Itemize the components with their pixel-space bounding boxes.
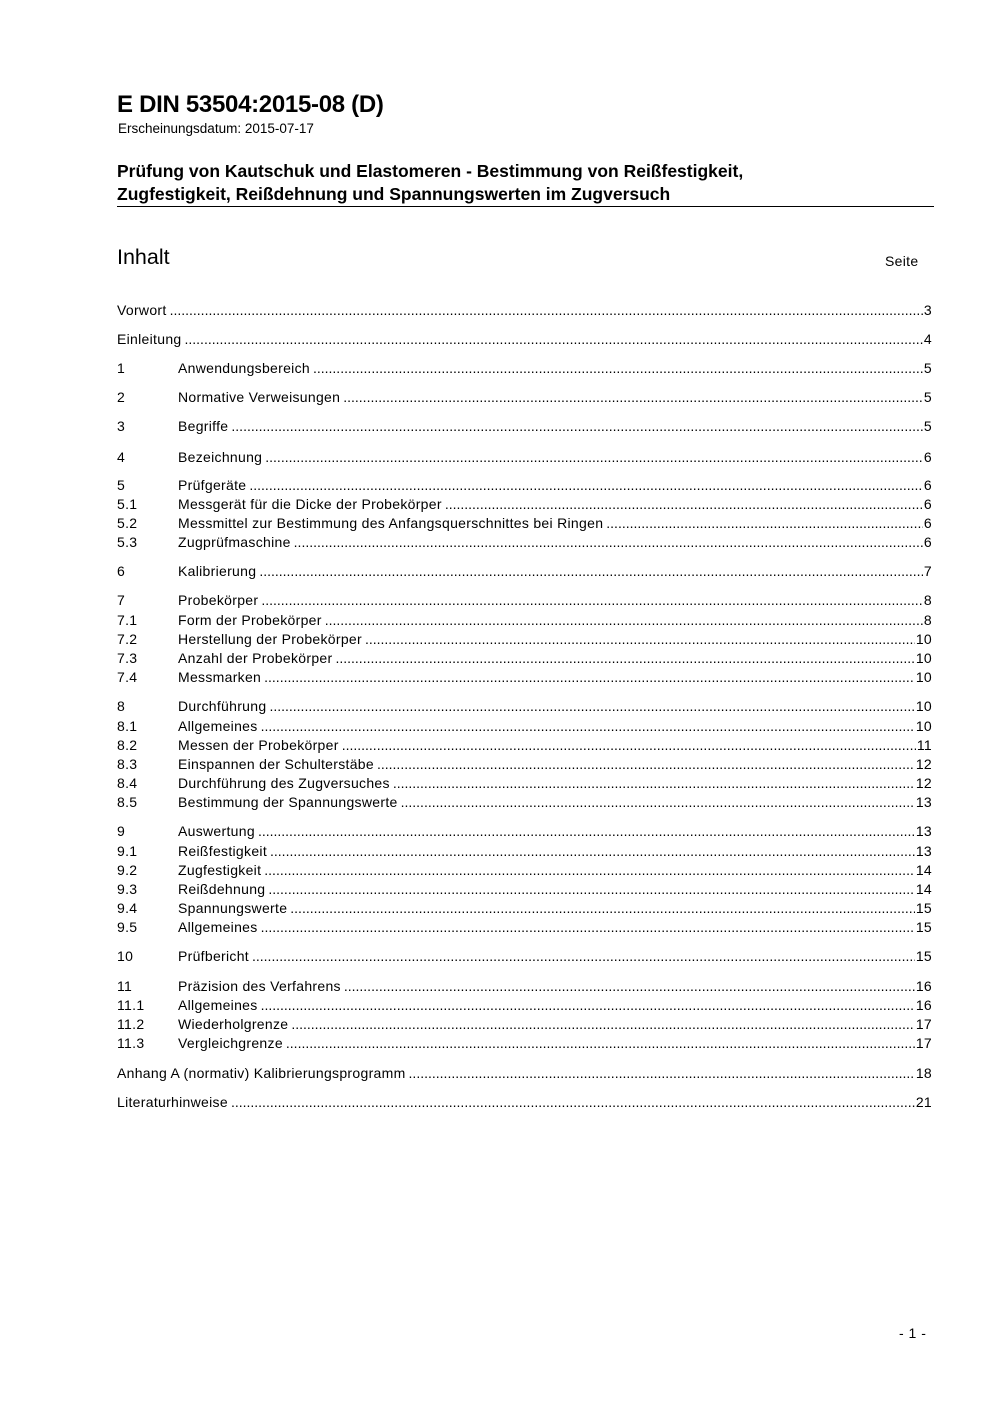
toc-entry-number: 9.1 bbox=[117, 843, 138, 859]
toc-entry[interactable] bbox=[117, 823, 932, 841]
toc-entry-number: 5.1 bbox=[117, 496, 138, 512]
toc-dot-leader bbox=[231, 418, 923, 434]
toc-entry-page: 6 bbox=[923, 449, 932, 465]
toc-entry-page: 13 bbox=[915, 794, 932, 810]
toc-entry-number: 6 bbox=[117, 563, 126, 579]
toc-dot-leader bbox=[265, 449, 923, 465]
toc-dot-leader bbox=[291, 1016, 914, 1032]
toc-entry-title: Vergleichgrenze bbox=[178, 1035, 283, 1051]
toc-entry[interactable] bbox=[117, 612, 932, 630]
toc-entry-number: 7.4 bbox=[117, 669, 138, 685]
toc-dot-leader bbox=[409, 1065, 915, 1081]
toc-entry-page: 8 bbox=[923, 592, 932, 608]
toc-entry-page: 6 bbox=[923, 477, 932, 493]
toc-entry-page: 7 bbox=[923, 563, 932, 579]
toc-dot-leader bbox=[286, 1035, 915, 1051]
toc-dot-leader bbox=[185, 331, 923, 347]
toc-dot-leader bbox=[259, 563, 923, 579]
toc-dot-leader bbox=[258, 823, 915, 839]
toc-dot-leader bbox=[261, 919, 915, 935]
toc-entry-number: 2 bbox=[117, 389, 126, 405]
toc-entry-page: 5 bbox=[923, 389, 932, 405]
footer-page-number: - 1 - bbox=[899, 1325, 927, 1341]
toc-entry[interactable] bbox=[117, 1094, 932, 1112]
toc-dot-leader bbox=[261, 997, 915, 1013]
toc-entry-title: Auswertung bbox=[178, 823, 255, 839]
toc-entry-title: Reißdehnung bbox=[178, 881, 266, 897]
toc-entry-title: Allgemeines bbox=[178, 997, 258, 1013]
toc-entry-number: 8.2 bbox=[117, 737, 138, 753]
toc-entry-page: 14 bbox=[915, 862, 932, 878]
toc-entry-page: 6 bbox=[923, 515, 932, 531]
toc-entry-title: Einspannen der Schulterstäbe bbox=[178, 756, 374, 772]
toc-dot-leader bbox=[294, 534, 923, 550]
toc-dot-leader bbox=[170, 302, 923, 318]
toc-entry-page: 10 bbox=[915, 650, 932, 666]
toc-entry[interactable] bbox=[117, 948, 932, 966]
toc-entry-number: 11.1 bbox=[117, 997, 145, 1013]
toc-dot-leader bbox=[313, 360, 923, 376]
toc-dot-leader bbox=[344, 978, 915, 994]
toc-entry-page: 15 bbox=[915, 948, 932, 964]
toc-entry-number: 11 bbox=[117, 978, 133, 994]
toc-entry[interactable] bbox=[117, 449, 932, 467]
toc-entry-page: 12 bbox=[915, 775, 932, 791]
toc-entry-page: 15 bbox=[915, 919, 932, 935]
toc-entry-title: Literaturhinweise bbox=[117, 1094, 228, 1110]
toc-entry-number: 7.2 bbox=[117, 631, 138, 647]
toc-dot-leader bbox=[249, 477, 923, 493]
toc-entry-title: Allgemeines bbox=[178, 919, 258, 935]
toc-dot-leader bbox=[335, 650, 914, 666]
toc-entry-number: 9.2 bbox=[117, 862, 138, 878]
toc-entry-title: Zugfestigkeit bbox=[178, 862, 262, 878]
toc-entry[interactable] bbox=[117, 919, 932, 937]
toc-dot-leader bbox=[252, 948, 915, 964]
toc-entry-number: 8.1 bbox=[117, 718, 138, 734]
toc-entry-title: Anzahl der Probekörper bbox=[178, 650, 333, 666]
toc-entry-title: Probekörper bbox=[178, 592, 259, 608]
toc-entry-number: 9.4 bbox=[117, 900, 138, 916]
toc-entry[interactable] bbox=[117, 997, 932, 1015]
toc-dot-leader bbox=[393, 775, 915, 791]
toc-entry-title: Bezeichnung bbox=[178, 449, 263, 465]
toc-entry-page: 10 bbox=[915, 631, 932, 647]
toc-entry-title: Anwendungsbereich bbox=[178, 360, 310, 376]
toc-entry-number: 5.3 bbox=[117, 534, 138, 550]
toc-entry[interactable] bbox=[117, 650, 932, 668]
toc-entry[interactable] bbox=[117, 900, 932, 918]
toc-entry[interactable] bbox=[117, 592, 932, 610]
toc-entry-title: Kalibrierung bbox=[178, 563, 257, 579]
toc-entry[interactable] bbox=[117, 843, 932, 861]
toc-dot-leader bbox=[343, 389, 923, 405]
toc-entry-page: 17 bbox=[915, 1016, 932, 1032]
toc-entry-title: Messen der Probekörper bbox=[178, 737, 339, 753]
toc-entry[interactable] bbox=[117, 496, 932, 514]
toc-entry[interactable] bbox=[117, 1035, 932, 1053]
toc-entry[interactable] bbox=[117, 631, 932, 649]
toc-entry-number: 8.5 bbox=[117, 794, 138, 810]
toc-entry-title: Durchführung des Zugversuches bbox=[178, 775, 390, 791]
toc-entry-page: 11 bbox=[916, 737, 932, 753]
toc-entry[interactable] bbox=[117, 418, 932, 436]
toc-entry-page: 3 bbox=[923, 302, 932, 318]
toc-entry-number: 7.3 bbox=[117, 650, 138, 666]
toc-dot-leader bbox=[270, 843, 915, 859]
toc-entry-page: 6 bbox=[923, 534, 932, 550]
toc-entry-title: Durchführung bbox=[178, 698, 267, 714]
toc-entry-title: Anhang A (normativ) Kalibrierungsprogramm bbox=[117, 1065, 406, 1081]
toc-entry[interactable] bbox=[117, 477, 932, 495]
toc-entry-page: 17 bbox=[915, 1035, 932, 1051]
toc-entry-page: 16 bbox=[915, 978, 932, 994]
toc-entry[interactable] bbox=[117, 698, 932, 716]
toc-entry[interactable] bbox=[117, 718, 932, 736]
toc-entry[interactable] bbox=[117, 775, 932, 793]
toc-entry-title: Herstellung der Probekörper bbox=[178, 631, 362, 647]
toc-entry-number: 1 bbox=[117, 360, 126, 376]
toc-entry-title: Prüfbericht bbox=[178, 948, 249, 964]
document-title-line-1: Prüfung von Kautschuk und Elastomeren - Bestimmung von Reißfestigkeit, bbox=[117, 161, 744, 181]
toc-dot-leader bbox=[606, 515, 923, 531]
toc-entry-number: 4 bbox=[117, 449, 126, 465]
toc-entry-title: Allgemeines bbox=[178, 718, 258, 734]
toc-entry[interactable] bbox=[117, 862, 932, 880]
toc-entry[interactable] bbox=[117, 1016, 932, 1034]
toc-entry-title: Präzision des Verfahrens bbox=[178, 978, 341, 994]
toc-entry-title: Bestimmung der Spannungswerte bbox=[178, 794, 398, 810]
toc-entry-page: 8 bbox=[923, 612, 932, 628]
toc-dot-leader bbox=[401, 794, 915, 810]
toc-entry-number: 10 bbox=[117, 948, 134, 964]
toc-entry-page: 12 bbox=[915, 756, 932, 772]
toc-dot-leader bbox=[261, 718, 915, 734]
toc-entry-title: Reißfestigkeit bbox=[178, 843, 268, 859]
toc-entry[interactable] bbox=[117, 881, 932, 899]
toc-entry-number: 7 bbox=[117, 592, 126, 608]
toc-dot-leader bbox=[231, 1094, 915, 1110]
toc-dot-leader bbox=[264, 862, 915, 878]
toc-entry-number: 8 bbox=[117, 698, 126, 714]
publication-date: Erscheinungsdatum: 2015-07-17 bbox=[118, 121, 314, 136]
toc-entry-number: 9.5 bbox=[117, 919, 138, 935]
toc-entry-title: Spannungswerte bbox=[178, 900, 288, 916]
document-title-line-2: Zugfestigkeit, Reißdehnung und Spannungswerten im Zugversuch bbox=[117, 184, 671, 204]
toc-dot-leader bbox=[325, 612, 923, 628]
toc-entry[interactable] bbox=[117, 794, 932, 812]
toc-entry-number: 11.3 bbox=[117, 1035, 145, 1051]
toc-entry[interactable] bbox=[117, 737, 932, 755]
toc-entry-number: 9 bbox=[117, 823, 126, 839]
toc-dot-leader bbox=[445, 496, 923, 512]
title-divider bbox=[117, 206, 934, 207]
toc-entry-number: 5.2 bbox=[117, 515, 138, 531]
toc-dot-leader bbox=[377, 756, 915, 772]
toc-entry-title: Messmarken bbox=[178, 669, 262, 685]
toc-entry-page: 16 bbox=[915, 997, 932, 1013]
toc-entry-title: Einleitung bbox=[117, 331, 182, 347]
toc-entry-page: 10 bbox=[915, 669, 932, 685]
document-id: E DIN 53504:2015-08 (D) bbox=[117, 91, 384, 118]
toc-entry[interactable] bbox=[117, 756, 932, 774]
toc-entry-number: 3 bbox=[117, 418, 126, 434]
toc-dot-leader bbox=[264, 669, 915, 685]
toc-entry-page: 21 bbox=[915, 1094, 932, 1110]
toc-dot-leader bbox=[268, 881, 914, 897]
toc-entry-number: 8.3 bbox=[117, 756, 138, 772]
toc-entry-title: Messgerät für die Dicke der Probekörper bbox=[178, 496, 442, 512]
toc-entry-number: 9.3 bbox=[117, 881, 138, 897]
page-column-label: Seite bbox=[885, 253, 919, 269]
toc-dot-leader bbox=[261, 592, 923, 608]
toc-dot-leader bbox=[290, 900, 915, 916]
toc-entry-number: 11.2 bbox=[117, 1016, 145, 1032]
toc-entry-page: 4 bbox=[923, 331, 932, 347]
toc-entry[interactable] bbox=[117, 515, 932, 533]
toc-entry-page: 14 bbox=[915, 881, 932, 897]
document-title bbox=[117, 160, 932, 206]
toc-entry-number: 8.4 bbox=[117, 775, 138, 791]
toc-entry[interactable] bbox=[117, 389, 932, 407]
toc-entry-title: Prüfgeräte bbox=[178, 477, 247, 493]
toc-entry[interactable] bbox=[117, 302, 932, 320]
toc-entry-title: Form der Probekörper bbox=[178, 612, 322, 628]
toc-entry-page: 13 bbox=[915, 823, 932, 839]
toc-entry-page: 10 bbox=[915, 698, 932, 714]
toc-entry-title: Zugprüfmaschine bbox=[178, 534, 291, 550]
toc-entry[interactable] bbox=[117, 360, 932, 378]
toc-heading: Inhalt bbox=[117, 245, 170, 269]
toc-entry[interactable] bbox=[117, 669, 932, 687]
toc-entry-number: 7.1 bbox=[117, 612, 138, 628]
toc-entry-title: Messmittel zur Bestimmung des Anfangsquerschnittes bei Ringen bbox=[178, 515, 604, 531]
toc-entry[interactable] bbox=[117, 1065, 932, 1083]
toc-entry-title: Normative Verweisungen bbox=[178, 389, 341, 405]
toc-entry-page: 6 bbox=[923, 496, 932, 512]
toc-dot-leader bbox=[365, 631, 915, 647]
toc-entry-page: 10 bbox=[915, 718, 932, 734]
toc-entry[interactable] bbox=[117, 978, 932, 996]
toc-entry-title: Begriffe bbox=[178, 418, 229, 434]
toc-entry[interactable] bbox=[117, 534, 932, 552]
toc-entry-page: 5 bbox=[923, 418, 932, 434]
toc-entry[interactable] bbox=[117, 331, 932, 349]
toc-entry-page: 15 bbox=[915, 900, 932, 916]
toc-entry-page: 18 bbox=[915, 1065, 932, 1081]
toc-entry-page: 13 bbox=[915, 843, 932, 859]
toc-dot-leader bbox=[269, 698, 914, 714]
toc-entry-title: Wiederholgrenze bbox=[178, 1016, 289, 1032]
toc-entry-page: 5 bbox=[923, 360, 932, 376]
toc-entry[interactable] bbox=[117, 563, 932, 581]
toc-entry-number: 5 bbox=[117, 477, 126, 493]
toc-dot-leader bbox=[342, 737, 916, 753]
toc-entry-title: Vorwort bbox=[117, 302, 167, 318]
